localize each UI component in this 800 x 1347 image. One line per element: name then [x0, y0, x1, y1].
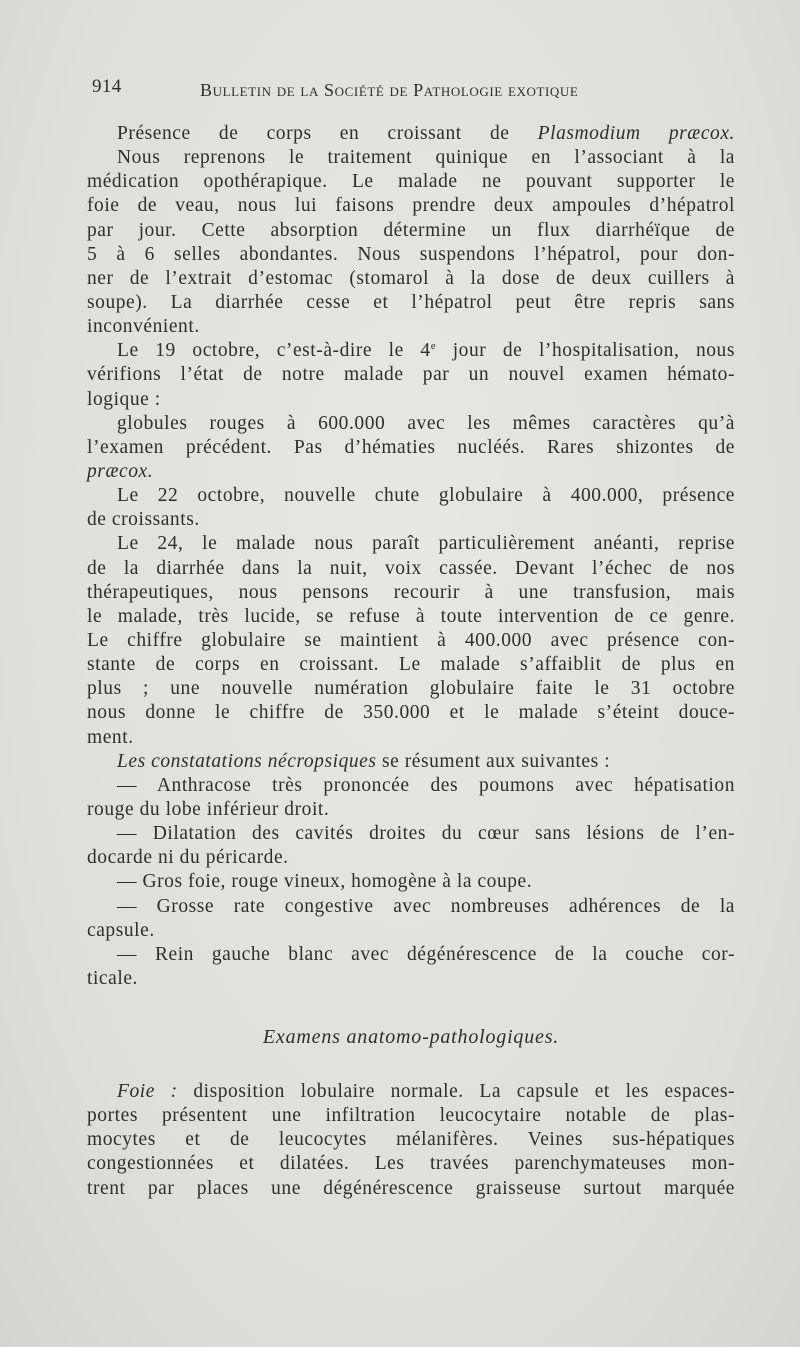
text-line: capsule.	[87, 919, 155, 941]
running-title: Bulletin de la Société de Pathologie exotique	[200, 80, 579, 100]
text-line: — Rein gauche blanc avec dégénérescence de la couche cor-	[117, 943, 735, 965]
text-line: par jour. Cette absorption détermine un flux diarrhéïque de	[87, 219, 735, 241]
text-line: soupe). La diarrhée cesse et l’hépatrol peut être repris sans	[87, 291, 735, 313]
text-line: Le 19 octobre, c’est-à-dire le 4e jour de l’hospitalisation, nous	[117, 340, 735, 362]
text-line: 5 à 6 selles abondantes. Nous suspendons l’hépatrol, pour don-	[87, 243, 735, 265]
text-line: congestionnées et dilatées. Les travées parenchymateuses mon-	[87, 1153, 735, 1175]
text-line: stante de corps en croissant. Le malade s’affaiblit de plus en	[87, 654, 735, 676]
text-line: Les constatations nécropsiques se résument aux suivantes :	[117, 750, 611, 772]
body-text	[87, 122, 735, 1201]
text-line: inconvénient.	[87, 316, 200, 338]
text-line: docarde ni du péricarde.	[87, 847, 289, 869]
text-line: Le chiffre globulaire se maintient à 400.000 avec présence con-	[87, 629, 735, 651]
page-number: 914	[92, 76, 122, 97]
text-line: — Gros foie, rouge vineux, homogène à la coupe.	[117, 871, 533, 893]
text-line: mocytes et de leucocytes mélanifères. Veines sus-hépatiques	[87, 1129, 735, 1151]
text-line: médication opothérapique. Le malade ne pouvant supporter le	[87, 171, 735, 193]
text-line: Nous reprenons le traitement quinique en l’associant à la	[117, 147, 735, 169]
text-line: l’examen précédent. Pas d’hématies nucléés. Rares shizontes de	[87, 436, 735, 458]
text-line: Présence de corps en croissant de Plasmodium præcox.	[117, 123, 735, 144]
text-line: de la diarrhée dans la nuit, voix cassée. Devant l’échec de nos	[87, 557, 735, 579]
text-line: logique :	[87, 388, 161, 410]
text-line: ner de l’extrait d’estomac (stomarol à la dose de deux cuillers à	[87, 267, 735, 289]
text-line: — Grosse rate congestive avec nombreuses adhérences de la	[117, 895, 735, 917]
text-line: plus ; une nouvelle numération globulaire faite le 31 octobre	[87, 678, 735, 700]
text-line: Foie : disposition lobulaire normale. La capsule et les espaces-	[117, 1081, 735, 1103]
text-line: rouge du lobe inférieur droit.	[87, 798, 330, 820]
text-line: Le 22 octobre, nouvelle chute globulaire à 400.000, présence	[117, 485, 735, 507]
text-line: præcox.	[87, 460, 154, 482]
section-title: Examens anatomo-pathologiques.	[262, 1026, 560, 1049]
text-line: ticale.	[87, 967, 138, 989]
text-line: vérifions l’état de notre malade par un nouvel examen hémato-	[87, 364, 735, 386]
text-line: portes présentent une infiltration leucocytaire notable de plas-	[87, 1105, 735, 1127]
text-line: nous donne le chiffre de 350.000 et le malade s’éteint douce-	[87, 702, 735, 724]
text-line: globules rouges à 600.000 avec les mêmes caractères qu’à	[117, 412, 735, 434]
text-line: de croissants.	[87, 509, 200, 531]
text-line: thérapeutiques, nous pensons recourir à une transfusion, mais	[87, 581, 735, 603]
text-line: foie de veau, nous lui faisons prendre deux ampoules d’hépatrol	[87, 195, 735, 217]
text-line: trent par places une dégénérescence graisseuse surtout marquée	[87, 1177, 735, 1199]
text-line: Le 24, le malade nous paraît particulièrement anéanti, reprise	[117, 533, 735, 555]
text-line: — Anthracose très prononcée des poumons avec hépatisation	[117, 774, 735, 796]
text-line: le malade, très lucide, se refuse à toute intervention de ce genre.	[87, 605, 735, 627]
text-line: — Dilatation des cavités droites du cœur sans lésions de l’en-	[117, 823, 735, 845]
text-line: ment.	[87, 726, 134, 748]
